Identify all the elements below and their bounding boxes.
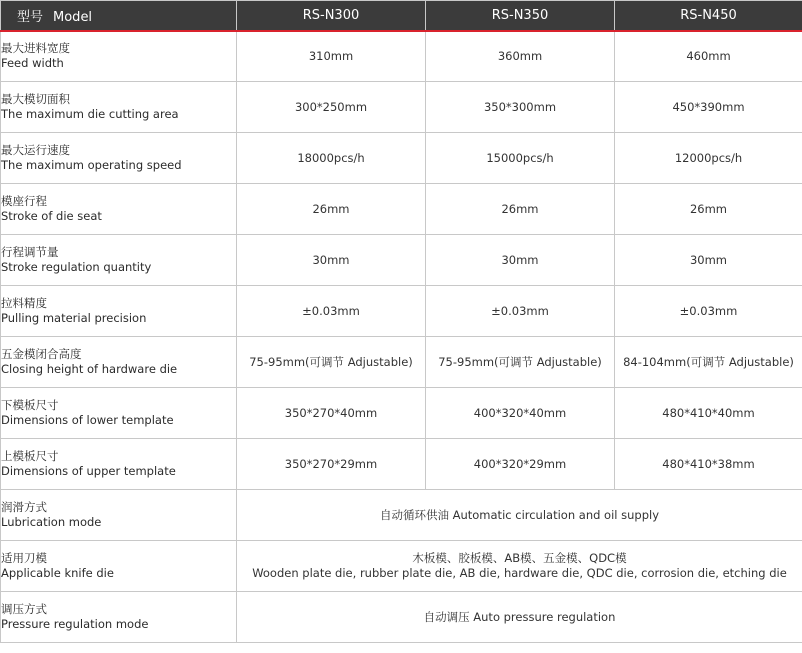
cell-value: 450*390mm [615, 82, 802, 133]
merged-cell-value [237, 490, 802, 541]
row-label-en: Dimensions of lower template [1, 413, 174, 427]
cell-value: 400*320*40mm [426, 388, 615, 439]
table-row [1, 133, 802, 184]
row-label [1, 235, 237, 286]
header-model-1: RS-N300 [237, 1, 426, 31]
row-label [1, 388, 237, 439]
table-row [1, 337, 802, 388]
row-label-cn: 最大模切面积 [1, 92, 70, 106]
row-label [1, 541, 237, 592]
row-label-cn: 拉料精度 [1, 296, 47, 310]
row-label-cn: 润滑方式 [1, 500, 47, 514]
cell-value: 15000pcs/h [426, 133, 615, 184]
row-label [1, 439, 237, 490]
merged-value-line: 自动调压 Auto pressure regulation [423, 609, 616, 624]
cell-value: 30mm [426, 235, 615, 286]
cell-value: 310mm [237, 31, 426, 82]
row-label [1, 490, 237, 541]
row-label-en: Closing height of hardware die [1, 362, 178, 376]
table-body [1, 31, 802, 643]
row-label [1, 337, 237, 388]
row-label-en: Applicable knife die [1, 566, 114, 580]
row-label-en: Pressure regulation mode [1, 617, 149, 631]
header-label-en: Model [53, 9, 93, 25]
row-label-cn: 最大运行速度 [1, 143, 70, 157]
cell-value: 350*300mm [426, 82, 615, 133]
table-row [1, 31, 802, 82]
cell-value: ±0.03mm [237, 286, 426, 337]
row-label-en: The maximum operating speed [1, 158, 182, 172]
cell-value: 26mm [426, 184, 615, 235]
merged-value-line: Wooden plate die, rubber plate die, AB die, hardware die, QDC die, corrosion die, etching die [252, 566, 787, 580]
cell-value: 84-104mm(可调节 Adjustable) [615, 337, 802, 388]
table-header [1, 1, 802, 31]
table-row [1, 388, 802, 439]
cell-value: 18000pcs/h [237, 133, 426, 184]
row-label-en: Dimensions of upper template [1, 464, 176, 478]
row-label [1, 31, 237, 82]
row-label-en: Feed width [1, 56, 64, 71]
header-model-label [1, 1, 237, 31]
row-label [1, 592, 237, 643]
row-label-en: Pulling material precision [1, 311, 147, 325]
row-label-cn: 上模板尺寸 [1, 449, 59, 463]
cell-value: 350*270*29mm [237, 439, 426, 490]
cell-value: 480*410*40mm [615, 388, 802, 439]
merged-value-line: 自动循环供油 Automatic circulation and oil supply [379, 507, 660, 522]
row-label [1, 184, 237, 235]
header-model-3: RS-N450 [615, 1, 802, 31]
table-row [1, 286, 802, 337]
row-label-en: Stroke of die seat [1, 209, 102, 223]
cell-value: 12000pcs/h [615, 133, 802, 184]
row-label-cn: 下模板尺寸 [1, 398, 59, 412]
cell-value: 30mm [237, 235, 426, 286]
cell-value: 360mm [426, 31, 615, 82]
cell-value: 350*270*40mm [237, 388, 426, 439]
table-row [1, 82, 802, 133]
cell-value: 400*320*29mm [426, 439, 615, 490]
merged-cell-value [237, 592, 802, 643]
cell-value: 26mm [237, 184, 426, 235]
merged-value-line: 木板模、胶板模、AB模、五金模、QDC模 [412, 551, 627, 565]
row-label-en: The maximum die cutting area [1, 107, 179, 121]
table-row [1, 541, 802, 592]
merged-cell-value [237, 541, 802, 592]
table-row [1, 490, 802, 541]
row-label [1, 82, 237, 133]
row-label-cn: 最大进料宽度 [1, 41, 70, 56]
cell-value: 300*250mm [237, 82, 426, 133]
row-label-en: Lubrication mode [1, 515, 102, 529]
row-label [1, 286, 237, 337]
row-label-en: Stroke regulation quantity [1, 260, 152, 274]
cell-value: 26mm [615, 184, 802, 235]
row-label-cn: 适用刀模 [1, 551, 47, 565]
row-label-cn: 行程调节量 [1, 245, 59, 259]
cell-value: 75-95mm(可调节 Adjustable) [237, 337, 426, 388]
cell-value: 480*410*38mm [615, 439, 802, 490]
cell-value: ±0.03mm [426, 286, 615, 337]
cell-value: 75-95mm(可调节 Adjustable) [426, 337, 615, 388]
row-label [1, 133, 237, 184]
table-row [1, 439, 802, 490]
cell-value: 460mm [615, 31, 802, 82]
header-row [1, 1, 802, 31]
row-label-cn: 五金模闭合高度 [1, 347, 82, 361]
table-row [1, 592, 802, 643]
table-row [1, 235, 802, 286]
cell-value: ±0.03mm [615, 286, 802, 337]
header-model-2: RS-N350 [426, 1, 615, 31]
cell-value: 30mm [615, 235, 802, 286]
header-label-cn: 型号 [17, 9, 44, 25]
row-label-cn: 调压方式 [1, 602, 47, 616]
row-label-cn: 模座行程 [1, 194, 47, 208]
table-row [1, 184, 802, 235]
